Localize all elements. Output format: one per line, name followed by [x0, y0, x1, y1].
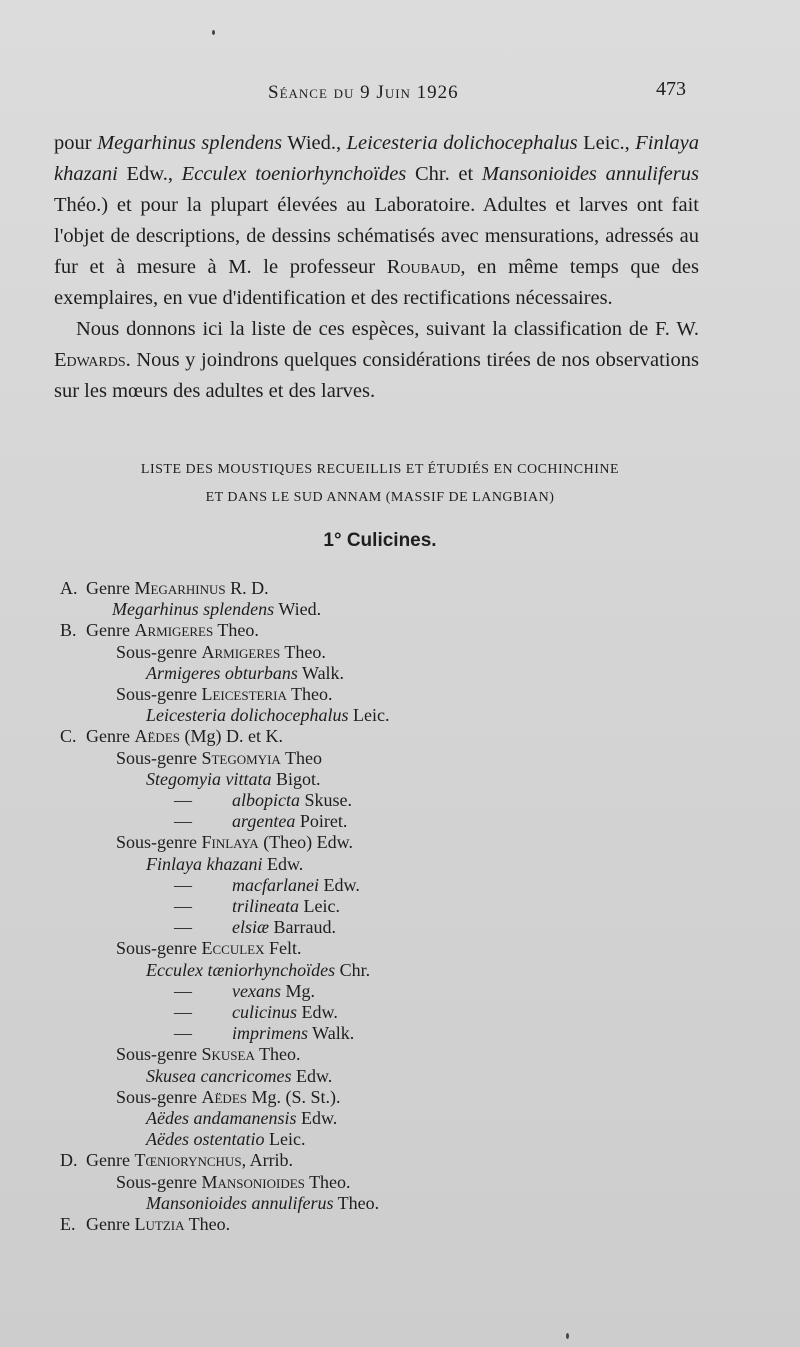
species-name: culicinus — [232, 1002, 297, 1023]
taxon-line — [60, 1066, 720, 1087]
taxon-rank-name: Finlaya — [201, 832, 259, 853]
species-name: Aëdes andamanensis — [146, 1108, 297, 1129]
species-authority: Skuse. — [300, 790, 353, 811]
paragraph-1 — [54, 128, 699, 314]
taxon-line — [60, 620, 720, 641]
taxon-rank-label: Genre — [86, 578, 135, 598]
text-run: Chr. et — [406, 163, 482, 185]
taxon-line — [60, 1087, 720, 1108]
taxon-line — [60, 1150, 720, 1171]
species-name: Megarhinus splendens — [112, 599, 275, 620]
taxon-rank-name: Tœniorynchus — [134, 1150, 242, 1171]
taxon-line — [60, 684, 720, 705]
species-name: imprimens — [232, 1023, 308, 1044]
small-caps-text: Roubaud — [386, 256, 461, 278]
taxon-line — [60, 578, 720, 599]
species-authority: Wied. — [274, 599, 322, 620]
taxon-authority: , Arrib. — [241, 1150, 294, 1171]
species-authority: Edw. — [262, 853, 304, 874]
taxon-line — [60, 917, 720, 938]
species-name: Mansonioides annuliferus — [146, 1192, 334, 1213]
italic-text: Finlaya khazani — [54, 132, 700, 185]
text-run: , en même temps que des exemplaires, en vue d'identification et des rectifications nécessaires. — [54, 256, 699, 309]
taxon-line — [60, 1002, 720, 1023]
taxon-rank-name: Aëdes — [201, 1086, 247, 1107]
species-name: Skusea cancricomes — [146, 1065, 292, 1086]
taxon-authority: Theo. — [304, 1171, 351, 1192]
taxon-line — [60, 854, 720, 875]
taxon-authority: R. D. — [225, 578, 269, 598]
paper-speck — [212, 30, 215, 35]
taxon-rank-label: Genre — [86, 620, 135, 641]
species-name: Stegomyia vittata — [146, 768, 272, 789]
italic-text: Megarhinus splendens — [97, 132, 283, 154]
list-heading-line-1: LISTE DES MOUSTIQUES RECUEILLIS ET ÉTUDIÉS EN COCHINCHINE — [140, 462, 620, 477]
taxon-line — [60, 896, 720, 917]
taxon-line — [60, 726, 720, 747]
ditto-dash: — — [174, 811, 192, 832]
taxon-authority: Mg. (S. St.). — [246, 1086, 341, 1107]
taxon-rank-name: Armigeres — [201, 641, 281, 662]
species-authority: Edw. — [296, 1108, 338, 1129]
species-name: albopicta — [232, 790, 300, 811]
taxon-line — [60, 960, 720, 981]
page-number: 473 — [656, 78, 686, 100]
taxon-line — [60, 748, 720, 769]
ditto-dash: — — [174, 790, 192, 811]
taxon-rank-label: Sous-genre — [116, 1044, 202, 1065]
species-authority: Edw. — [291, 1065, 333, 1086]
taxon-line — [60, 1214, 720, 1235]
taxon-line — [60, 1023, 720, 1044]
ditto-dash: — — [174, 1023, 192, 1044]
taxon-rank-label: Genre — [86, 1150, 135, 1171]
taxon-authority: Felt. — [264, 938, 302, 959]
text-run: Wied., — [282, 132, 347, 154]
taxon-line — [60, 832, 720, 853]
taxon-line — [60, 642, 720, 663]
taxon-letter: A. — [60, 578, 78, 598]
taxon-rank-name: Stegomyia — [201, 747, 281, 768]
taxon-line — [60, 1108, 720, 1129]
species-authority: Theo. — [333, 1192, 380, 1213]
taxon-authority: Theo. — [184, 1214, 231, 1235]
body-text — [54, 128, 699, 407]
taxon-authority: Theo — [280, 747, 322, 768]
taxon-authority: Theo. — [213, 620, 259, 641]
species-authority: Leic. — [299, 896, 340, 917]
taxon-line — [60, 1044, 720, 1065]
taxon-line — [60, 769, 720, 790]
species-authority: Edw. — [297, 1002, 338, 1023]
text-run: . Nous y joindrons quelques considérations tirées de nos observations sur les mœurs des adultes et des larves. — [54, 349, 699, 402]
species-name: trilineata — [232, 896, 299, 917]
species-authority: Barraud. — [269, 917, 336, 938]
taxon-authority: (Mg) D. et K. — [179, 726, 283, 747]
species-authority: Poiret. — [295, 811, 348, 832]
taxon-rank-name: Aëdes — [134, 726, 180, 747]
taxon-line — [60, 938, 720, 959]
species-name: argentea — [232, 811, 296, 832]
italic-text: Mansonioides annuliferus — [481, 163, 699, 185]
taxon-rank-label: Sous-genre — [116, 1171, 202, 1192]
taxon-line — [60, 599, 720, 620]
italic-text: Ecculex toeniorhynchoïdes — [181, 163, 407, 185]
taxon-rank-name: Lutzia — [134, 1214, 185, 1235]
taxon-line — [60, 875, 720, 896]
small-caps-text: Edwards — [54, 349, 126, 371]
taxon-rank-name: Leicesteria — [201, 684, 287, 705]
species-authority: Bigot. — [271, 768, 321, 789]
taxon-line — [60, 1193, 720, 1214]
species-name: Aëdes ostentatio — [146, 1129, 265, 1150]
taxon-authority: (Theo) Edw. — [258, 832, 353, 853]
species-authority: Walk. — [308, 1023, 355, 1044]
taxon-rank-name: Ecculex — [201, 938, 265, 959]
taxon-line — [60, 663, 720, 684]
taxon-rank-label: Sous-genre — [116, 747, 202, 768]
species-name: Finlaya khazani — [146, 853, 263, 874]
taxa-list — [60, 578, 720, 1235]
species-name: elsiæ — [232, 917, 270, 938]
text-run: Leic., — [577, 132, 636, 154]
running-title: Séance du 9 Juin 1926 — [268, 82, 459, 103]
taxon-line — [60, 1172, 720, 1193]
species-name: Ecculex tæniorhynchoïdes — [146, 959, 336, 980]
ditto-dash: — — [174, 874, 192, 895]
taxon-rank-label: Sous-genre — [116, 832, 202, 853]
taxon-rank-label: Genre — [86, 1214, 135, 1235]
taxon-line — [60, 1129, 720, 1150]
taxon-authority: Theo. — [254, 1044, 301, 1065]
page-header — [0, 78, 800, 108]
taxon-letter: E. — [60, 1214, 76, 1235]
taxon-authority: Theo. — [280, 641, 326, 662]
paper-speck — [566, 1333, 569, 1339]
taxon-rank-label: Sous-genre — [116, 938, 202, 959]
taxon-rank-name: Megarhinus — [134, 578, 226, 598]
ditto-dash: — — [174, 896, 192, 917]
taxon-rank-name: Armigeres — [134, 620, 214, 641]
species-authority: Chr. — [335, 959, 371, 980]
species-authority: Leic. — [348, 705, 390, 726]
species-authority: Mg. — [280, 980, 315, 1001]
taxon-line — [60, 981, 720, 1002]
taxon-rank-label: Sous-genre — [116, 1086, 202, 1107]
text-run: pour — [54, 132, 98, 154]
list-heading-line-2: ET DANS LE SUD ANNAM (MASSIF DE LANGBIAN) — [205, 490, 555, 505]
species-name: macfarlanei — [232, 874, 319, 895]
species-authority: Edw. — [319, 874, 360, 895]
species-name: vexans — [232, 980, 281, 1001]
paragraph-2 — [54, 314, 699, 407]
taxon-letter: B. — [60, 620, 77, 641]
taxon-line — [60, 790, 720, 811]
text-run: Théo.) et pour la plupart élevées au Laboratoire. Adultes et larves ont fait l'objet de descriptions, de dessins schématisés avec mensurations, adressés au fur et à mesure à M. le professeur — [54, 194, 699, 278]
species-authority: Leic. — [264, 1129, 306, 1150]
taxon-letter: D. — [60, 1150, 78, 1171]
taxon-rank-name: Skusea — [201, 1044, 255, 1065]
section-title: 1° Culicines. — [323, 530, 437, 551]
taxon-rank-label: Sous-genre — [116, 641, 202, 662]
species-name: Leicesteria dolichocephalus — [146, 705, 349, 726]
taxon-line — [60, 705, 720, 726]
list-heading — [60, 456, 700, 512]
ditto-dash: — — [174, 917, 192, 938]
italic-text: Leicesteria dolichocephalus — [346, 132, 578, 154]
taxon-line — [60, 811, 720, 832]
ditto-dash: — — [174, 980, 192, 1001]
species-authority: Walk. — [297, 662, 345, 683]
taxon-rank-name: Mansonioides — [201, 1171, 305, 1192]
taxon-rank-label: Genre — [86, 726, 135, 747]
text-run: Nous donnons ici la liste de ces espèces, suivant la classification de F. W. — [76, 318, 699, 340]
ditto-dash: — — [174, 1002, 192, 1023]
taxon-authority: Theo. — [286, 684, 333, 705]
text-run: Edw., — [117, 163, 182, 185]
species-name: Armigeres obturbans — [146, 662, 298, 683]
taxon-letter: C. — [60, 726, 77, 747]
taxon-rank-label: Sous-genre — [116, 684, 202, 705]
